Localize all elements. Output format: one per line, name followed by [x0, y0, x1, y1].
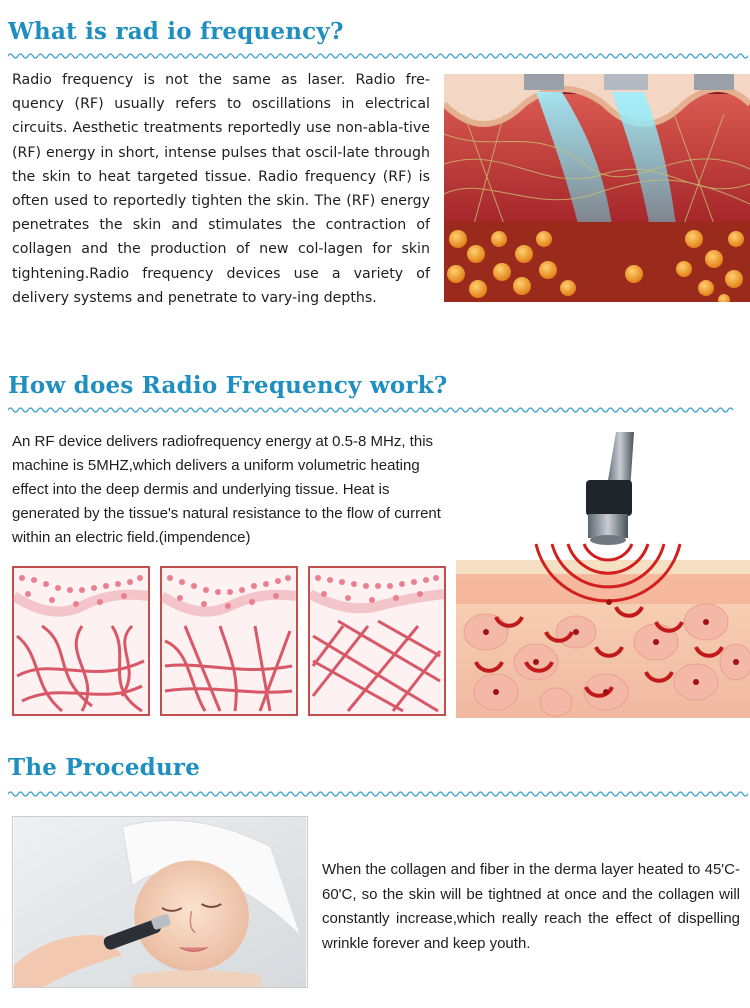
procedure-paragraph: When the collagen and fiber in the derma layer heated to 45'C-60'C, so the skin will be tightned at once and the collagen will constantly increase,which really reach the effect of dispelling wrinkle forever and keep youth. — [322, 861, 740, 952]
rf-mechanism-paragraph: An RF device delivers radiofrequency energy at 0.5-8 MHz, this machine is 5MHZ,which delivers a uniform volumetric heating effect into the deep dermis and underlying tissue. Heat is generated by the tissue's natural resistance to the flow of current within an electric field.(impendence) — [12, 433, 441, 546]
wavy-divider — [8, 52, 748, 60]
rf-definition-paragraph: Radio frequency is not the same as laser. Radio fre-quency (RF) usually refers to oscillations in electrical circuits. Aesthetic treatments reportedly use non-abla-tive (RF) energy in short, intense pulses that oscil-late through the skin to heat targeted tissue. Radio frequency (RF) is often used to reportedly tighten the skin. The (RF) energy penetrates the skin and stimulates the contraction of collagen and the production of new col-lagen for skin tightening.Radio frequency devices use a variety of delivery systems and penetrate to vary-ing depths. — [12, 72, 430, 306]
collagen-panel-tightened — [308, 566, 446, 716]
section-heading-what-is-rf: What is rad io frequency? — [8, 18, 344, 45]
section-heading-how-rf-works: How does Radio Frequency work? — [8, 372, 448, 399]
wavy-divider — [8, 406, 748, 414]
rf-device-heating-illustration — [456, 432, 750, 718]
procedure-photo — [12, 816, 308, 988]
collagen-panel-heating — [160, 566, 298, 716]
wavy-divider — [8, 790, 748, 798]
section-heading-procedure: The Procedure — [8, 754, 201, 781]
collagen-panel-before — [12, 566, 150, 716]
skin-cross-section-illustration — [444, 74, 750, 302]
